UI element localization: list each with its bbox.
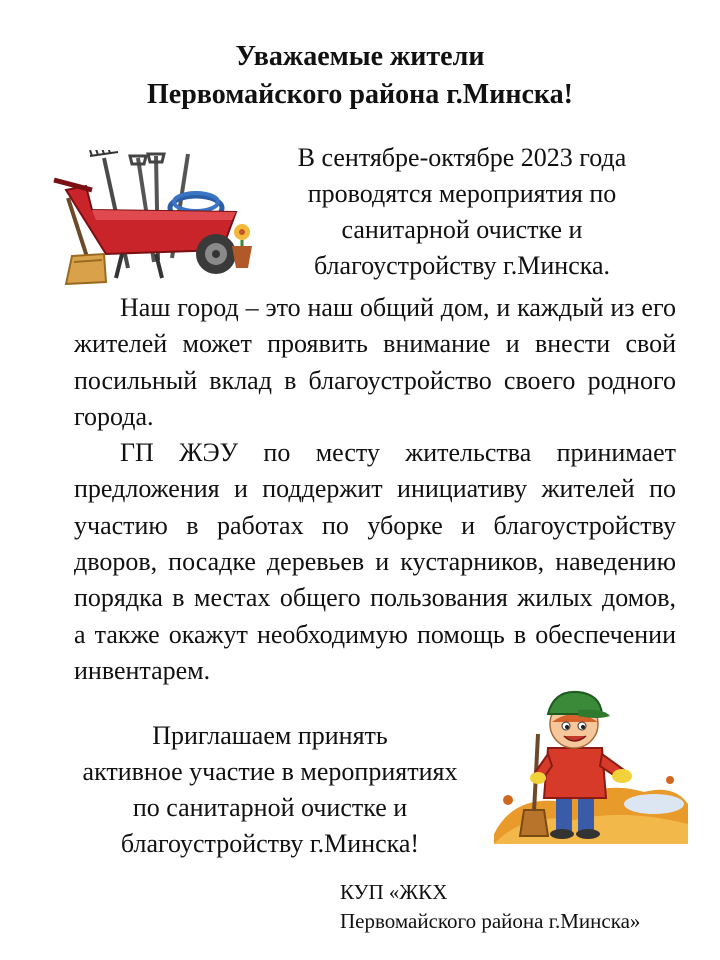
invite-line: Приглашаем принять [152,721,388,750]
signature-line-2: Первомайского района г.Минска» [340,909,641,933]
intro-line: санитарной очистке и [341,215,583,244]
invitation-text [40,718,500,862]
intro-text [262,140,662,284]
paragraph-1: Наш город – это наш общий дом, и каждый из его жителей может проявить внимание и внести свой посильный вклад в благоустройство своего родного города. [74,293,676,431]
paragraph-2: ГП ЖЭУ по месту жительства принимает предложения и поддержит инициативу жителей по участию в работах по уборке и благоустройству дворов, посадке деревьев и кустарников, наведению порядка в местах общего пользования жилых домов, а также окажут необходимую помощь в обеспечении инвентарем. [74,438,676,685]
boy-with-broom-icon [494,684,688,844]
invite-line: благоустройству г.Минска! [120,829,420,858]
intro-line: благоустройству г.Минска. [313,251,611,280]
body-text [74,290,676,689]
invite-line: активное участие в мероприятиях [82,757,458,786]
page-title [0,38,720,114]
title-line-1: Уважаемые жители [235,41,485,72]
wheelbarrow-with-garden-tools-icon [46,150,256,285]
signature [340,878,710,936]
signature-line-1: КУП «ЖКХ [340,880,448,904]
intro-line: В сентябре-октябре 2023 года [297,143,627,172]
title-line-2: Первомайского района г.Минска! [147,79,573,110]
intro-line: проводятся мероприятия по [307,179,617,208]
invite-line: по санитарной очистке и [132,793,408,822]
